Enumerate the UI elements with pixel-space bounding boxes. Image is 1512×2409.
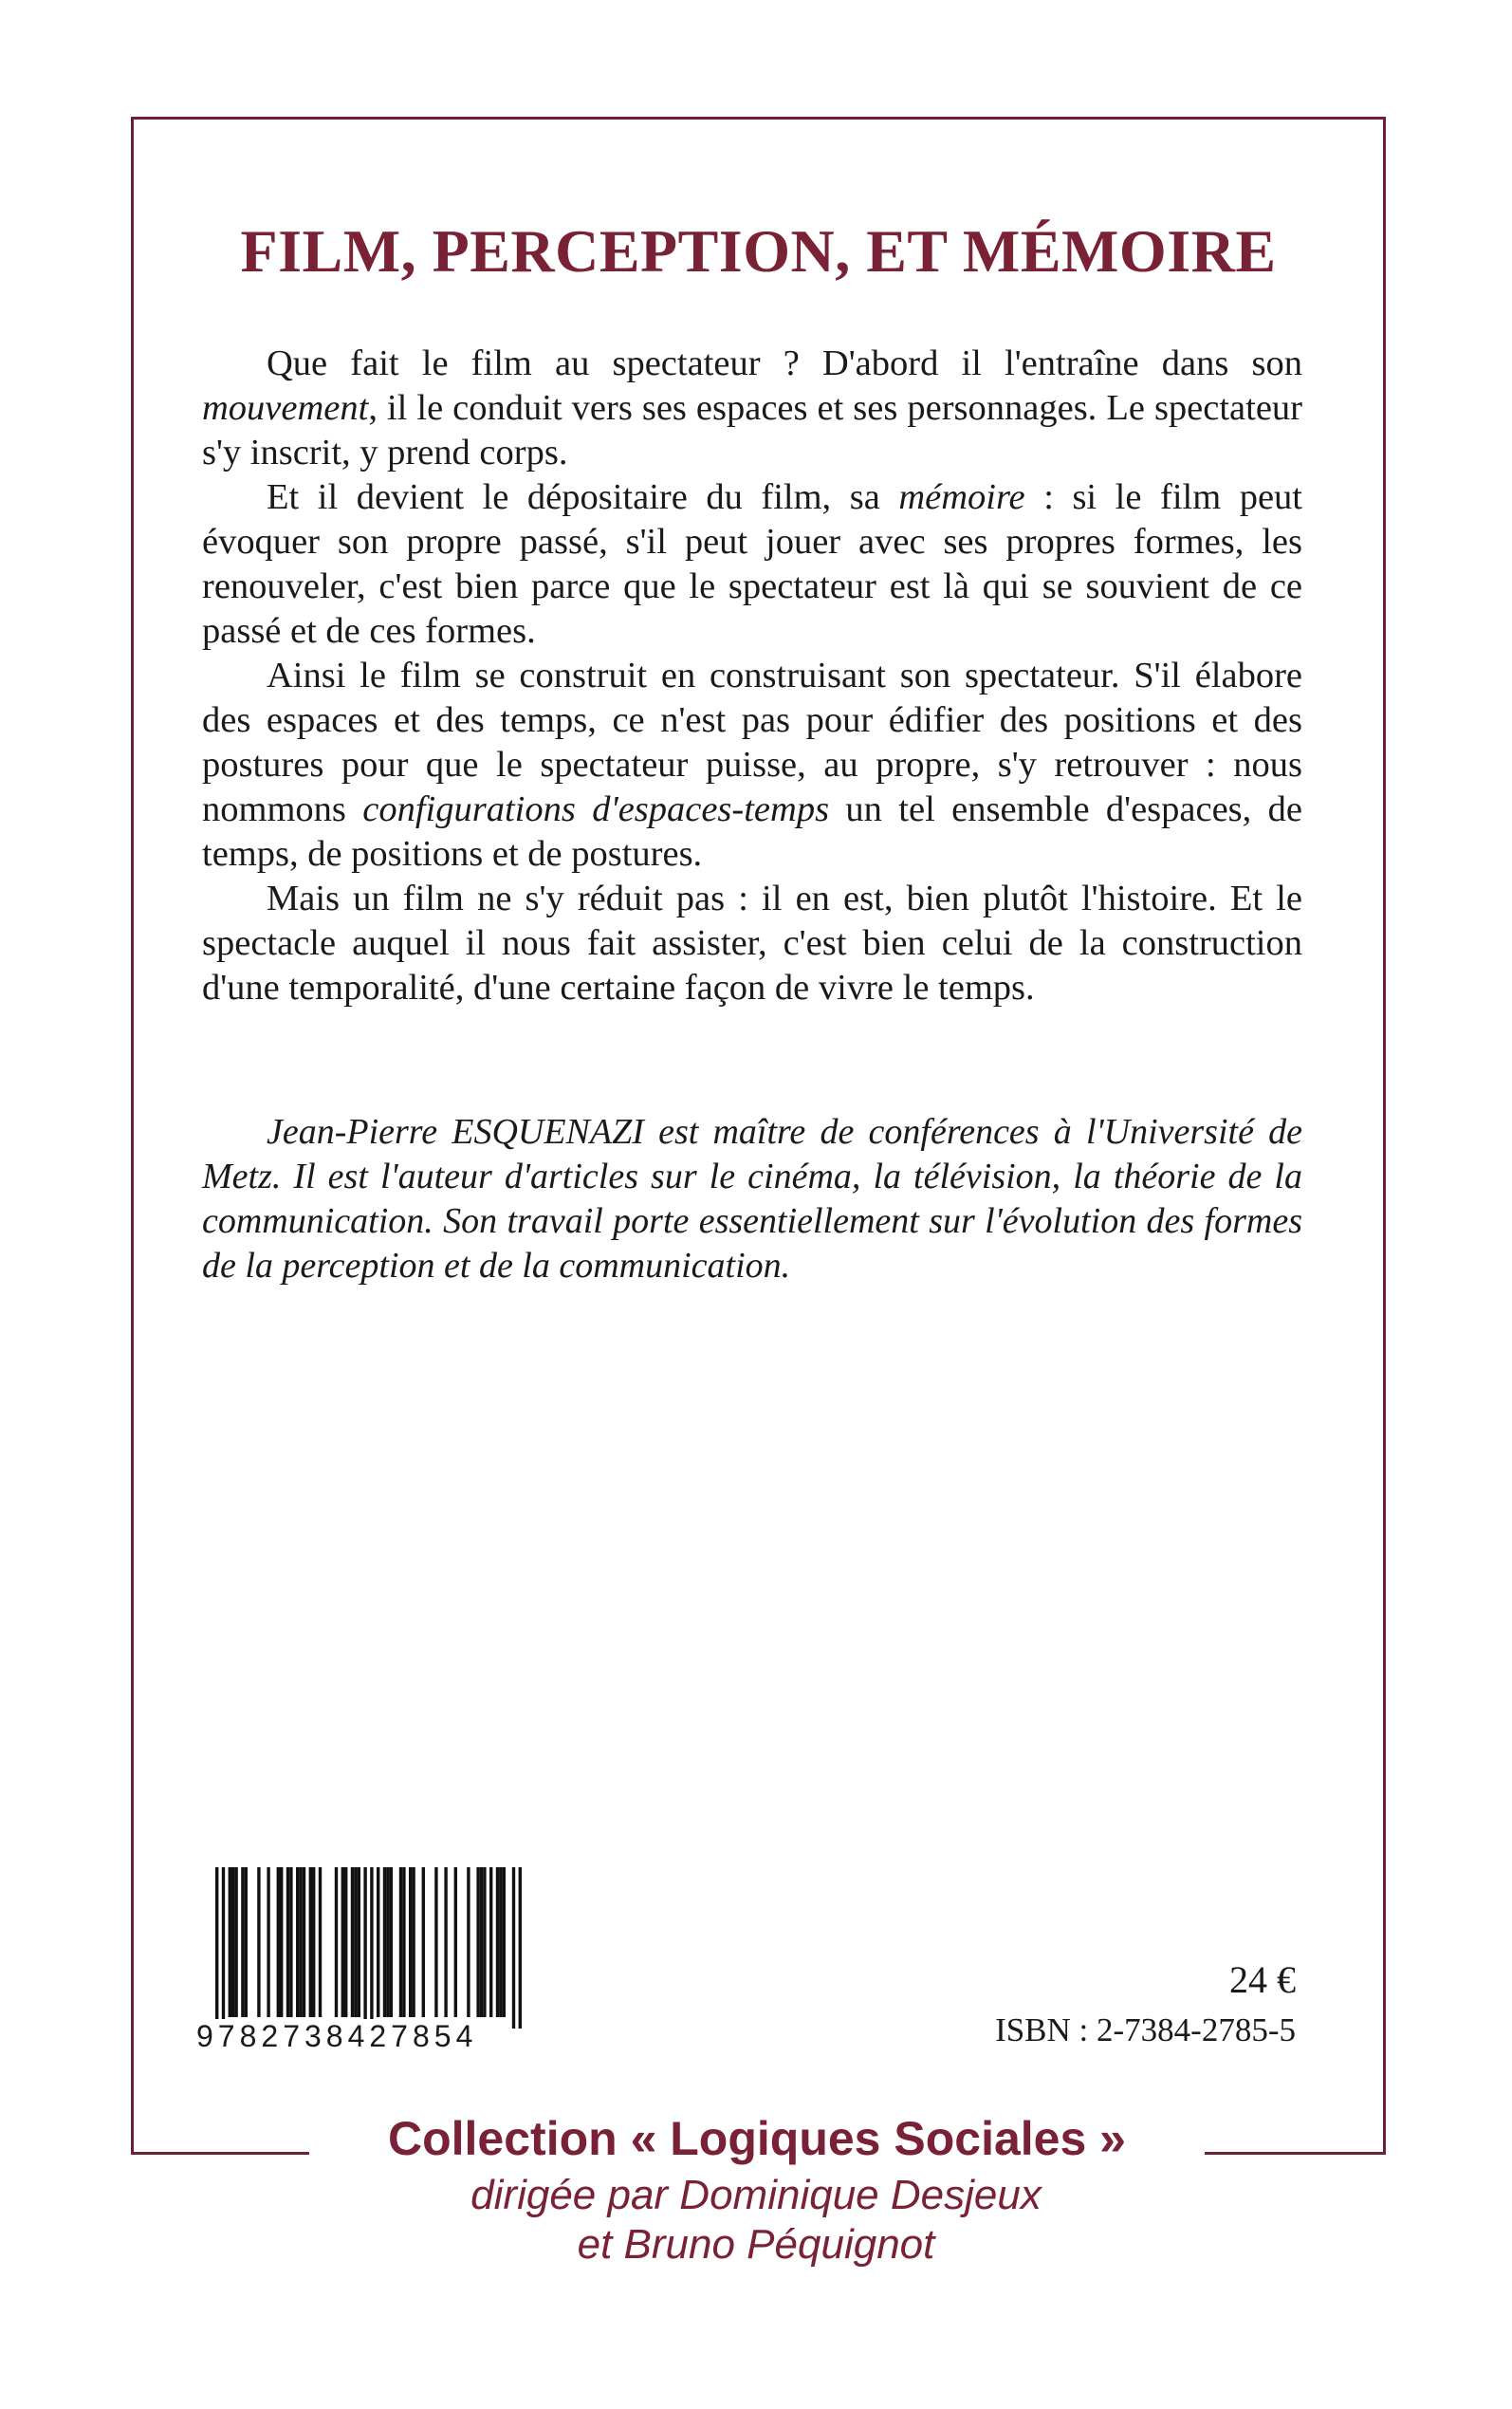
barcode-bar [467, 1867, 470, 2017]
director-line-2: et Bruno Péquignot [577, 2221, 935, 2268]
barcode-bar [341, 1867, 344, 2017]
barcode-bar [489, 1867, 492, 2017]
barcode-bar [363, 1867, 366, 2029]
blurb [202, 342, 1302, 1010]
paragraph-2: Et il devient le dépositaire du film, sa mémoire : si le film peut évoquer son propre passé, s'il peut jouer avec ses propres formes, les renouveler, c'est bien parce que le spectateur est là qui se souvient de ce passé et de ces formes. [202, 477, 1302, 651]
book-title: FILM, PERCEPTION, ET MÉMOIRE [240, 217, 1277, 285]
barcode-bar [299, 1867, 302, 2017]
barcode-bar [335, 1867, 338, 2017]
barcode-bar [409, 1867, 412, 2017]
paragraph-4: Mais un film ne s'y réduit pas : il en est, bien plutôt l'histoire. Et le spectacle auquel il nous fait assister, c'est bien celui de la construction d'une temporalité, d'une certaine façon de vivre le temps. [202, 879, 1302, 1008]
barcode-bar [377, 1867, 379, 2017]
barcode-bar [241, 1867, 244, 2017]
barcode-bar [354, 1867, 357, 2017]
barcode-bar [289, 1867, 292, 2017]
barcode-bar [296, 1867, 299, 2017]
barcode-bar [222, 1867, 225, 2029]
barcode-bar [399, 1867, 402, 2017]
barcode-bar [309, 1867, 312, 2017]
paragraph-1: Que fait le film au spectateur ? D'abord il l'entraîne dans son mouvement, il le conduit vers ses espaces et ses personnages. Le spectateur s'y inscrit, y prend corps. [202, 343, 1302, 473]
barcode-bar [499, 1867, 502, 2017]
barcode-bar [319, 1867, 322, 2017]
paragraph-3: Ainsi le film se construit en construisant son spectateur. S'il élabore des espaces et des temps, ce n'est pas pour édifier des positions et des postures pour que le spectateur puisse, au propre, s'y retrouver : nous nommons configurations d'espaces-temps un tel ensemble d'espaces, de temps, de positions et de postures. [202, 656, 1302, 874]
barcode-bars [194, 1867, 545, 2029]
barcode-bar [370, 1867, 373, 2029]
barcode-bar [496, 1867, 499, 2017]
barcode-bar [519, 1867, 522, 2029]
barcode-bar [231, 1867, 234, 2017]
author-bio: Jean-Pierre ESQUENAZI est maître de conférences à l'Université de Metz. Il est l'auteur d'articles sur le cinéma, la télévision, la théorie de la communication. Son travail porte essentiellement sur l'évolution des formes de la perception et de la communication. [202, 1112, 1302, 1286]
barcode-bar [286, 1867, 289, 2017]
barcode-bar [257, 1867, 260, 2017]
barcode-bar [402, 1867, 405, 2017]
barcode-bar [312, 1867, 315, 2017]
director-line-1: dirigée par Dominique Desjeux [470, 2172, 1042, 2218]
barcode-bar [386, 1867, 389, 2017]
divider-left [131, 2152, 309, 2155]
barcode-bar [412, 1867, 415, 2017]
barcode-bar [229, 1867, 231, 2017]
barcode-bar [383, 1867, 386, 2017]
barcode-bar [234, 1867, 237, 2017]
barcode-bar [277, 1867, 280, 2017]
barcode-bar [267, 1867, 269, 2017]
collection-name: Collection « Logiques Sociales » [388, 2112, 1126, 2165]
isbn: ISBN : 2-7384-2785-5 [995, 2011, 1296, 2048]
barcode-bar [422, 1867, 425, 2017]
barcode-bar [476, 1867, 479, 2017]
price: 24 € [1229, 1958, 1296, 2001]
barcode-bar [480, 1867, 483, 2017]
barcode-bar [215, 1867, 218, 2029]
barcode-bar [512, 1867, 515, 2029]
barcode-bar [344, 1867, 347, 2017]
barcode-bar [358, 1867, 360, 2017]
barcode-bar [351, 1867, 354, 2017]
barcode-bar [503, 1867, 506, 2017]
barcode-bar [444, 1867, 447, 2017]
barcode-bar [390, 1867, 393, 2017]
barcode-bar [280, 1867, 283, 2017]
barcode-bar [245, 1867, 248, 2017]
divider-right [1205, 2152, 1386, 2155]
collection-directors [0, 2171, 1512, 2270]
barcode-bar [303, 1867, 305, 2017]
barcode-bar [434, 1867, 437, 2017]
barcode-bar [483, 1867, 486, 2017]
barcode-bar [454, 1867, 457, 2017]
barcode-number: 9782738427854 [196, 2019, 478, 2053]
